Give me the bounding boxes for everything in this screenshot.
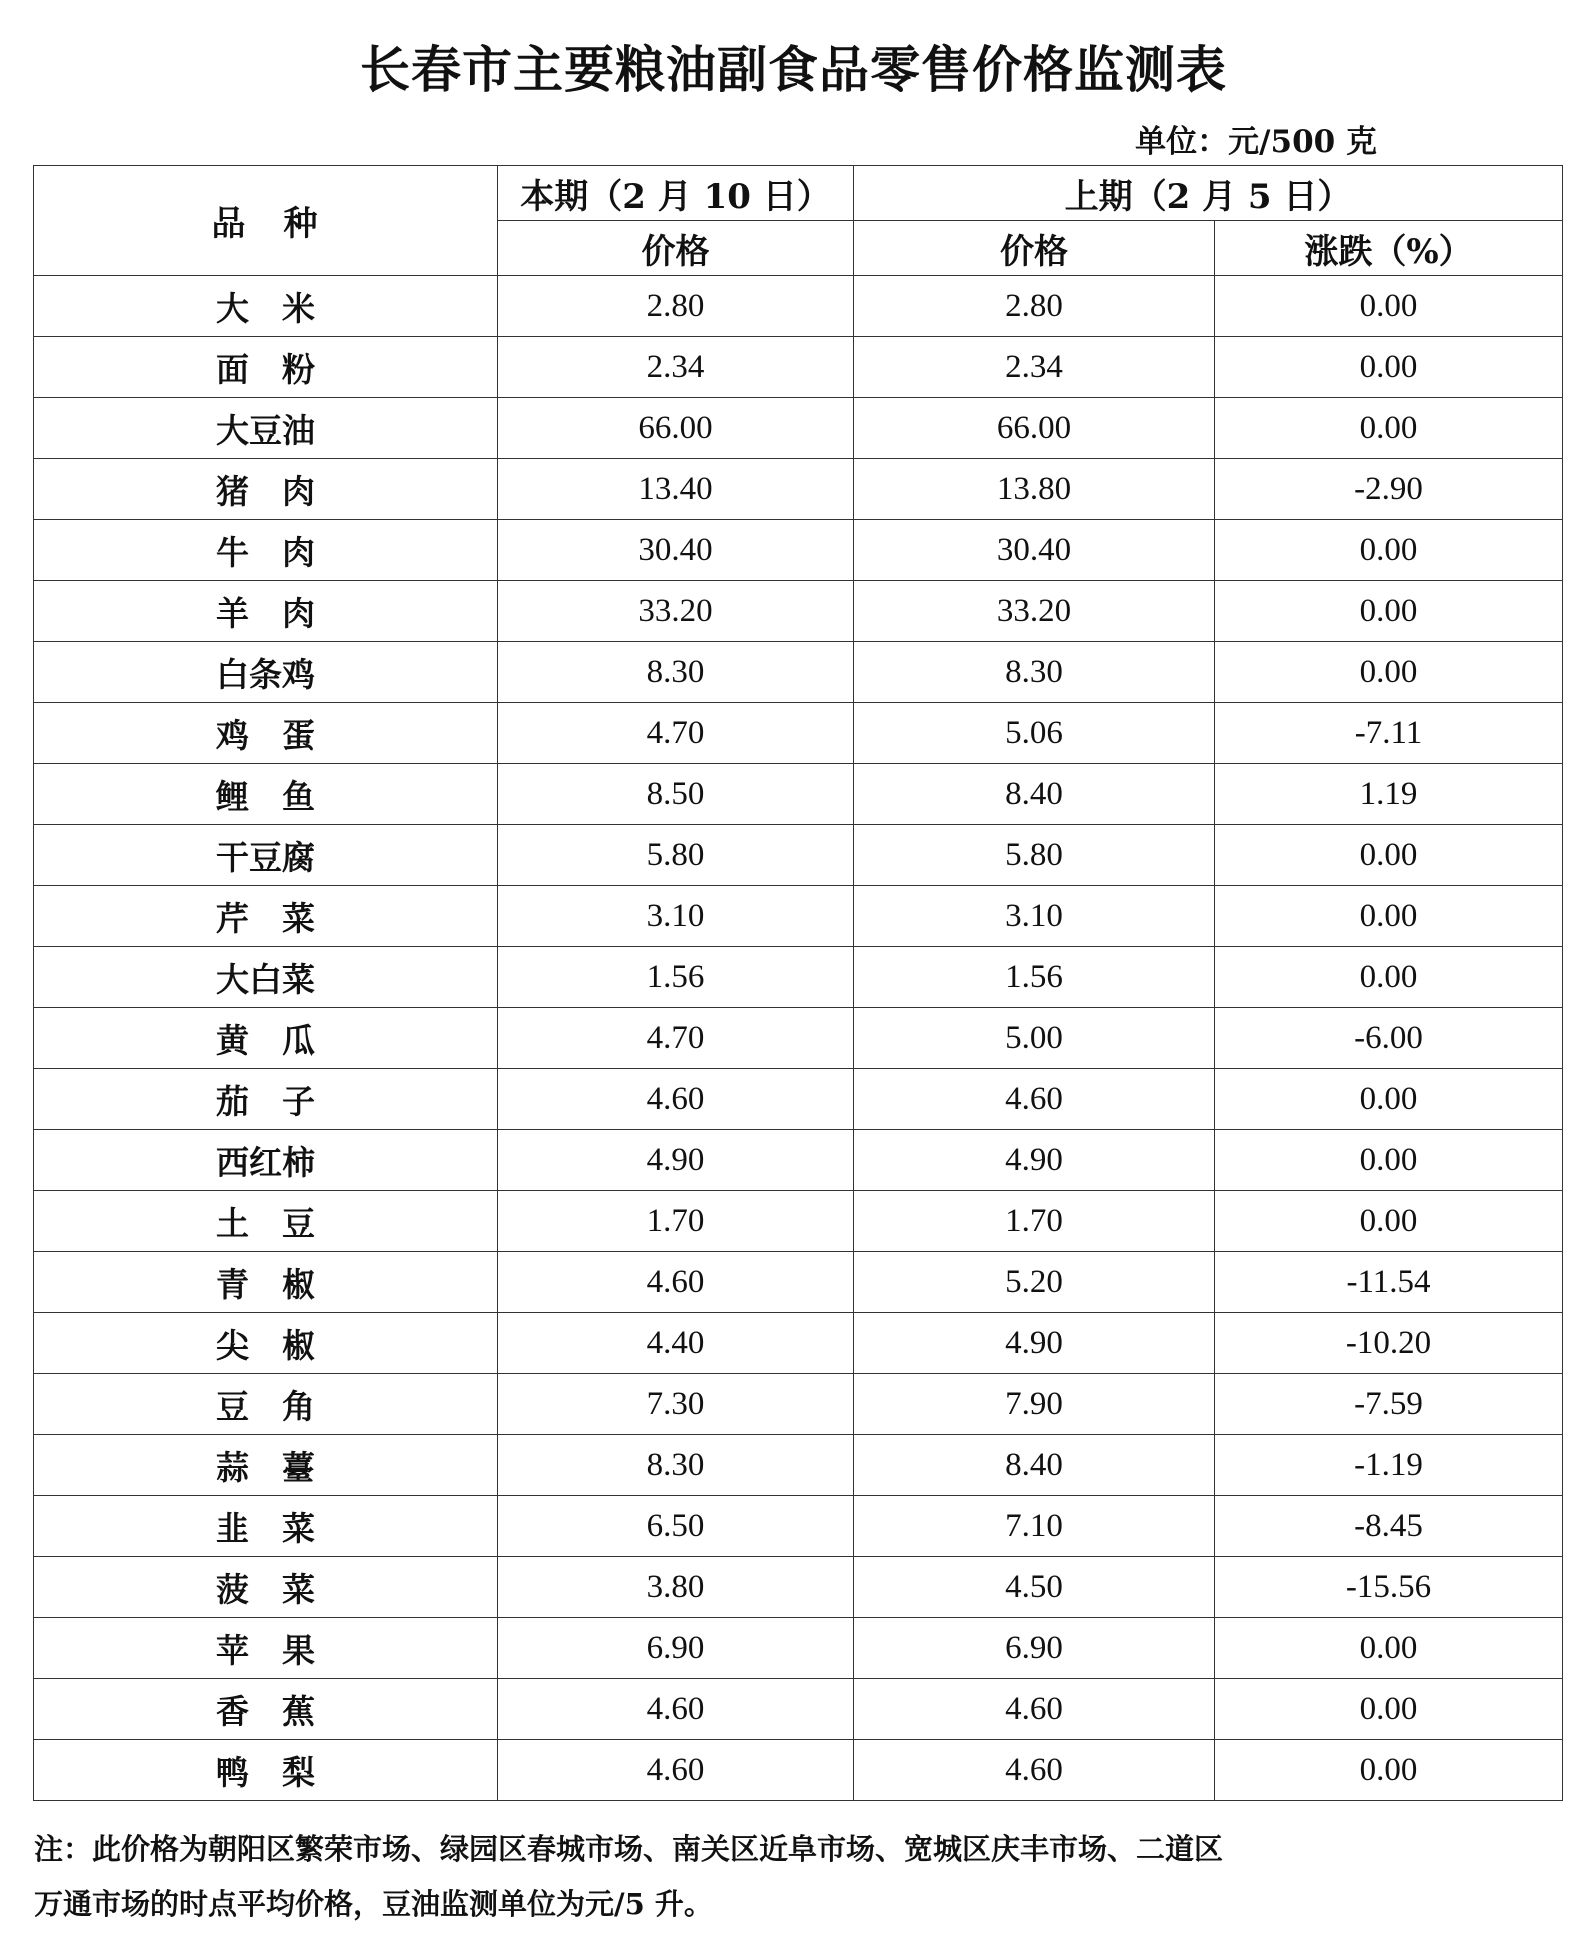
table-row — [34, 1618, 1563, 1679]
header-current-price: 价格 — [498, 221, 854, 276]
footnote-line-2: 万通市场的时点平均价格，豆油监测单位为元/5 升。 — [34, 1887, 713, 1921]
cell-previous-price: 4.90 — [854, 1130, 1215, 1191]
table-row — [34, 1313, 1563, 1374]
cell-previous-price: 7.10 — [854, 1496, 1215, 1557]
cell-variety: 干豆腐 — [34, 825, 498, 886]
cell-change: -6.00 — [1215, 1008, 1563, 1069]
cell-change: 0.00 — [1215, 1191, 1563, 1252]
cell-previous-price: 8.40 — [854, 1435, 1215, 1496]
cell-variety: 鸭 梨 — [34, 1740, 498, 1801]
cell-variety: 鲤 鱼 — [34, 764, 498, 825]
cell-previous-price: 5.06 — [854, 703, 1215, 764]
cell-variety: 蒜 薹 — [34, 1435, 498, 1496]
cell-variety: 菠 菜 — [34, 1557, 498, 1618]
cell-previous-price: 33.20 — [854, 581, 1215, 642]
cell-variety: 白条鸡 — [34, 642, 498, 703]
table-row — [34, 1374, 1563, 1435]
table-row — [34, 337, 1563, 398]
table-row — [34, 1069, 1563, 1130]
cell-variety: 黄 瓜 — [34, 1008, 498, 1069]
table-row — [34, 459, 1563, 520]
cell-previous-price: 1.56 — [854, 947, 1215, 1008]
cell-current-price: 4.60 — [498, 1069, 854, 1130]
cell-current-price: 2.80 — [498, 276, 854, 337]
cell-change: 0.00 — [1215, 520, 1563, 581]
table-row — [34, 581, 1563, 642]
table-row — [34, 520, 1563, 581]
cell-current-price: 4.60 — [498, 1740, 854, 1801]
cell-change: 0.00 — [1215, 1679, 1563, 1740]
cell-change: -2.90 — [1215, 459, 1563, 520]
cell-change: 0.00 — [1215, 825, 1563, 886]
cell-current-price: 4.70 — [498, 703, 854, 764]
cell-current-price: 3.80 — [498, 1557, 854, 1618]
cell-change: 0.00 — [1215, 1069, 1563, 1130]
header-previous-price: 价格 — [854, 221, 1215, 276]
cell-change: 0.00 — [1215, 947, 1563, 1008]
cell-variety: 韭 菜 — [34, 1496, 498, 1557]
cell-current-price: 5.80 — [498, 825, 854, 886]
cell-variety: 面 粉 — [34, 337, 498, 398]
unit-label: 单位：元/500 克 — [1135, 124, 1377, 160]
cell-current-price: 1.56 — [498, 947, 854, 1008]
header-previous-period: 上期（2 月 5 日） — [854, 166, 1563, 221]
cell-previous-price: 4.60 — [854, 1679, 1215, 1740]
table-row — [34, 1008, 1563, 1069]
cell-current-price: 4.40 — [498, 1313, 854, 1374]
cell-variety: 鸡 蛋 — [34, 703, 498, 764]
cell-current-price: 6.50 — [498, 1496, 854, 1557]
cell-variety: 豆 角 — [34, 1374, 498, 1435]
header-current-period: 本期（2 月 10 日） — [498, 166, 854, 221]
cell-current-price: 30.40 — [498, 520, 854, 581]
table-row — [34, 1191, 1563, 1252]
cell-change: -7.11 — [1215, 703, 1563, 764]
cell-previous-price: 5.00 — [854, 1008, 1215, 1069]
cell-current-price: 33.20 — [498, 581, 854, 642]
cell-change: -15.56 — [1215, 1557, 1563, 1618]
cell-previous-price: 13.80 — [854, 459, 1215, 520]
cell-current-price: 8.30 — [498, 1435, 854, 1496]
cell-change: -1.19 — [1215, 1435, 1563, 1496]
cell-change: 0.00 — [1215, 1618, 1563, 1679]
page-title: 长春市主要粮油副食品零售价格监测表 — [360, 40, 1227, 99]
cell-variety: 芹 菜 — [34, 886, 498, 947]
cell-variety: 茄 子 — [34, 1069, 498, 1130]
cell-variety: 香 蕉 — [34, 1679, 498, 1740]
table-row — [34, 1496, 1563, 1557]
table-row — [34, 642, 1563, 703]
price-table — [33, 165, 1563, 1801]
cell-current-price: 4.60 — [498, 1252, 854, 1313]
cell-previous-price: 66.00 — [854, 398, 1215, 459]
cell-current-price: 4.90 — [498, 1130, 854, 1191]
cell-current-price: 1.70 — [498, 1191, 854, 1252]
table-row — [34, 947, 1563, 1008]
cell-previous-price: 4.60 — [854, 1740, 1215, 1801]
footnote-line-1: 注：此价格为朝阳区繁荣市场、绿园区春城市场、南关区近阜市场、宽城区庆丰市场、二道区 — [34, 1832, 1224, 1866]
cell-variety: 尖 椒 — [34, 1313, 498, 1374]
table-row — [34, 886, 1563, 947]
cell-current-price: 4.60 — [498, 1679, 854, 1740]
cell-previous-price: 30.40 — [854, 520, 1215, 581]
cell-current-price: 8.30 — [498, 642, 854, 703]
cell-previous-price: 7.90 — [854, 1374, 1215, 1435]
table-row — [34, 398, 1563, 459]
cell-previous-price: 1.70 — [854, 1191, 1215, 1252]
cell-current-price: 4.70 — [498, 1008, 854, 1069]
cell-previous-price: 8.30 — [854, 642, 1215, 703]
cell-change: -11.54 — [1215, 1252, 1563, 1313]
table-row — [34, 825, 1563, 886]
table-row — [34, 1557, 1563, 1618]
cell-variety: 大豆油 — [34, 398, 498, 459]
cell-previous-price: 8.40 — [854, 764, 1215, 825]
cell-previous-price: 5.80 — [854, 825, 1215, 886]
table-row — [34, 1435, 1563, 1496]
cell-variety: 猪 肉 — [34, 459, 498, 520]
cell-change: 0.00 — [1215, 337, 1563, 398]
cell-change: 0.00 — [1215, 1130, 1563, 1191]
cell-change: -8.45 — [1215, 1496, 1563, 1557]
cell-current-price: 7.30 — [498, 1374, 854, 1435]
cell-variety: 羊 肉 — [34, 581, 498, 642]
header-variety: 品 种 — [34, 166, 498, 276]
table-row — [34, 1740, 1563, 1801]
cell-current-price: 13.40 — [498, 459, 854, 520]
cell-change: 0.00 — [1215, 581, 1563, 642]
cell-variety: 西红柿 — [34, 1130, 498, 1191]
cell-change: 0.00 — [1215, 886, 1563, 947]
cell-current-price: 3.10 — [498, 886, 854, 947]
cell-variety: 青 椒 — [34, 1252, 498, 1313]
cell-change: -10.20 — [1215, 1313, 1563, 1374]
cell-variety: 苹 果 — [34, 1618, 498, 1679]
header-change: 涨跌（%） — [1215, 221, 1563, 276]
cell-change: 0.00 — [1215, 276, 1563, 337]
table-row — [34, 1252, 1563, 1313]
cell-change: 0.00 — [1215, 642, 1563, 703]
cell-change: 1.19 — [1215, 764, 1563, 825]
cell-current-price: 6.90 — [498, 1618, 854, 1679]
cell-previous-price: 4.60 — [854, 1069, 1215, 1130]
table-row — [34, 1130, 1563, 1191]
cell-change: 0.00 — [1215, 398, 1563, 459]
table-row — [34, 764, 1563, 825]
cell-current-price: 8.50 — [498, 764, 854, 825]
table-row — [34, 276, 1563, 337]
cell-variety: 土 豆 — [34, 1191, 498, 1252]
cell-previous-price: 6.90 — [854, 1618, 1215, 1679]
table-row — [34, 703, 1563, 764]
cell-previous-price: 5.20 — [854, 1252, 1215, 1313]
cell-previous-price: 2.80 — [854, 276, 1215, 337]
cell-current-price: 66.00 — [498, 398, 854, 459]
cell-previous-price: 4.90 — [854, 1313, 1215, 1374]
cell-previous-price: 4.50 — [854, 1557, 1215, 1618]
cell-change: -7.59 — [1215, 1374, 1563, 1435]
table-row — [34, 1679, 1563, 1740]
cell-current-price: 2.34 — [498, 337, 854, 398]
cell-previous-price: 3.10 — [854, 886, 1215, 947]
cell-variety: 大 米 — [34, 276, 498, 337]
cell-variety: 大白菜 — [34, 947, 498, 1008]
cell-variety: 牛 肉 — [34, 520, 498, 581]
cell-change: 0.00 — [1215, 1740, 1563, 1801]
cell-previous-price: 2.34 — [854, 337, 1215, 398]
footnote — [34, 1822, 1564, 1932]
table-body — [34, 276, 1563, 1801]
